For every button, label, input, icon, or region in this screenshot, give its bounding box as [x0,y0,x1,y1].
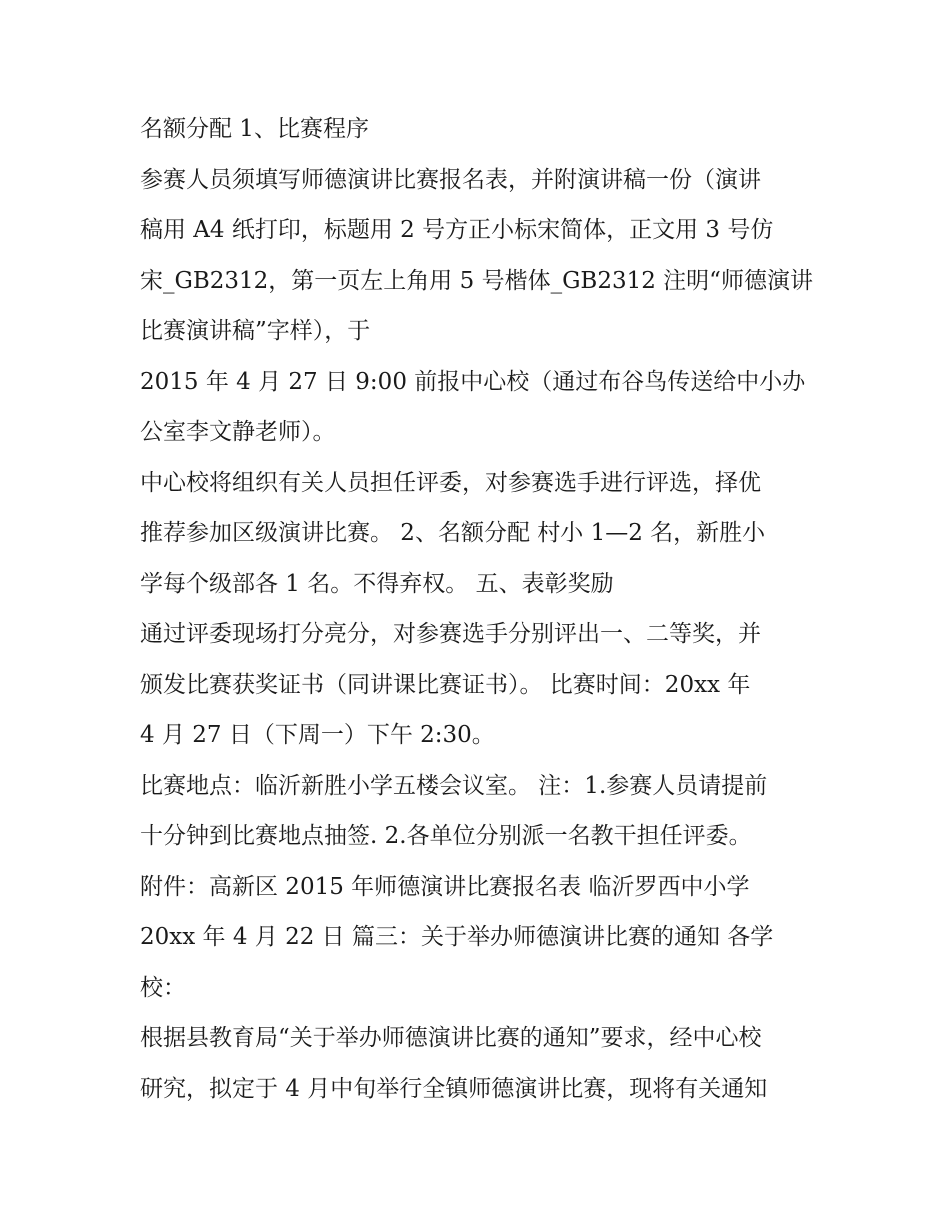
text-line: 十分钟到比赛地点抽签. 2.各单位分别派一名教干担任评委。 [140,823,752,849]
text-line: 学每个级部各 1 名。不得弃权。 五、表彰奖励 [140,570,614,597]
text-line: 比赛演讲稿”字样），于 [140,318,371,344]
text-line: 推荐参加区级演讲比赛。 2、名额分配 村小 1—2 名，新胜小 [140,520,766,546]
text-line: 附件：高新区 2015 年师德演讲比赛报名表 临沂罗西中小学 [140,873,750,900]
text-line: 稿用 A4 纸打印，标题用 2 号方正小标宋简体，正文用 3 号仿 [140,217,774,243]
text-line: 根据县教育局“关于举办师德演讲比赛的通知”要求，经中心校 [140,1025,762,1051]
text-line: 宋_GB2312，第一页左上角用 5 号楷体_GB2312 注明“师德演讲 [140,267,813,294]
text-line: 4 月 27 日（下周一）下午 2:30。 [140,722,495,748]
text-line: 名额分配 1、比赛程序 [140,116,369,142]
text-line: 校： [140,974,186,1001]
text-line: 20xx 年 4 月 22 日 篇三：关于举办师德演讲比赛的通知 各学 [140,924,774,950]
text-line: 公室李文静老师）。 [140,419,336,445]
text-line: 通过评委现场打分亮分，对参赛选手分别评出一、二等奖，并 [140,621,761,647]
document-body [140,110,830,1120]
text-line: 颁发比赛获奖证书（同讲课比赛证书）。 比赛时间：20xx 年 [140,671,751,698]
text-line: 中心校将组织有关人员担任评委，对参赛选手进行评选，择优 [140,469,761,496]
text-line: 研究，拟定于 4 月中旬举行全镇师德演讲比赛，现将有关通知 [140,1075,768,1102]
text-line: 比赛地点：临沂新胜小学五楼会议室。 注：1.参赛人员请提前 [140,772,768,799]
text-line: 参赛人员须填写师德演讲比赛报名表，并附演讲稿一份（演讲 [140,166,761,193]
text-line: 2015 年 4 月 27 日 9:00 前报中心校（通过布谷鸟传送给中小办 [140,368,806,395]
